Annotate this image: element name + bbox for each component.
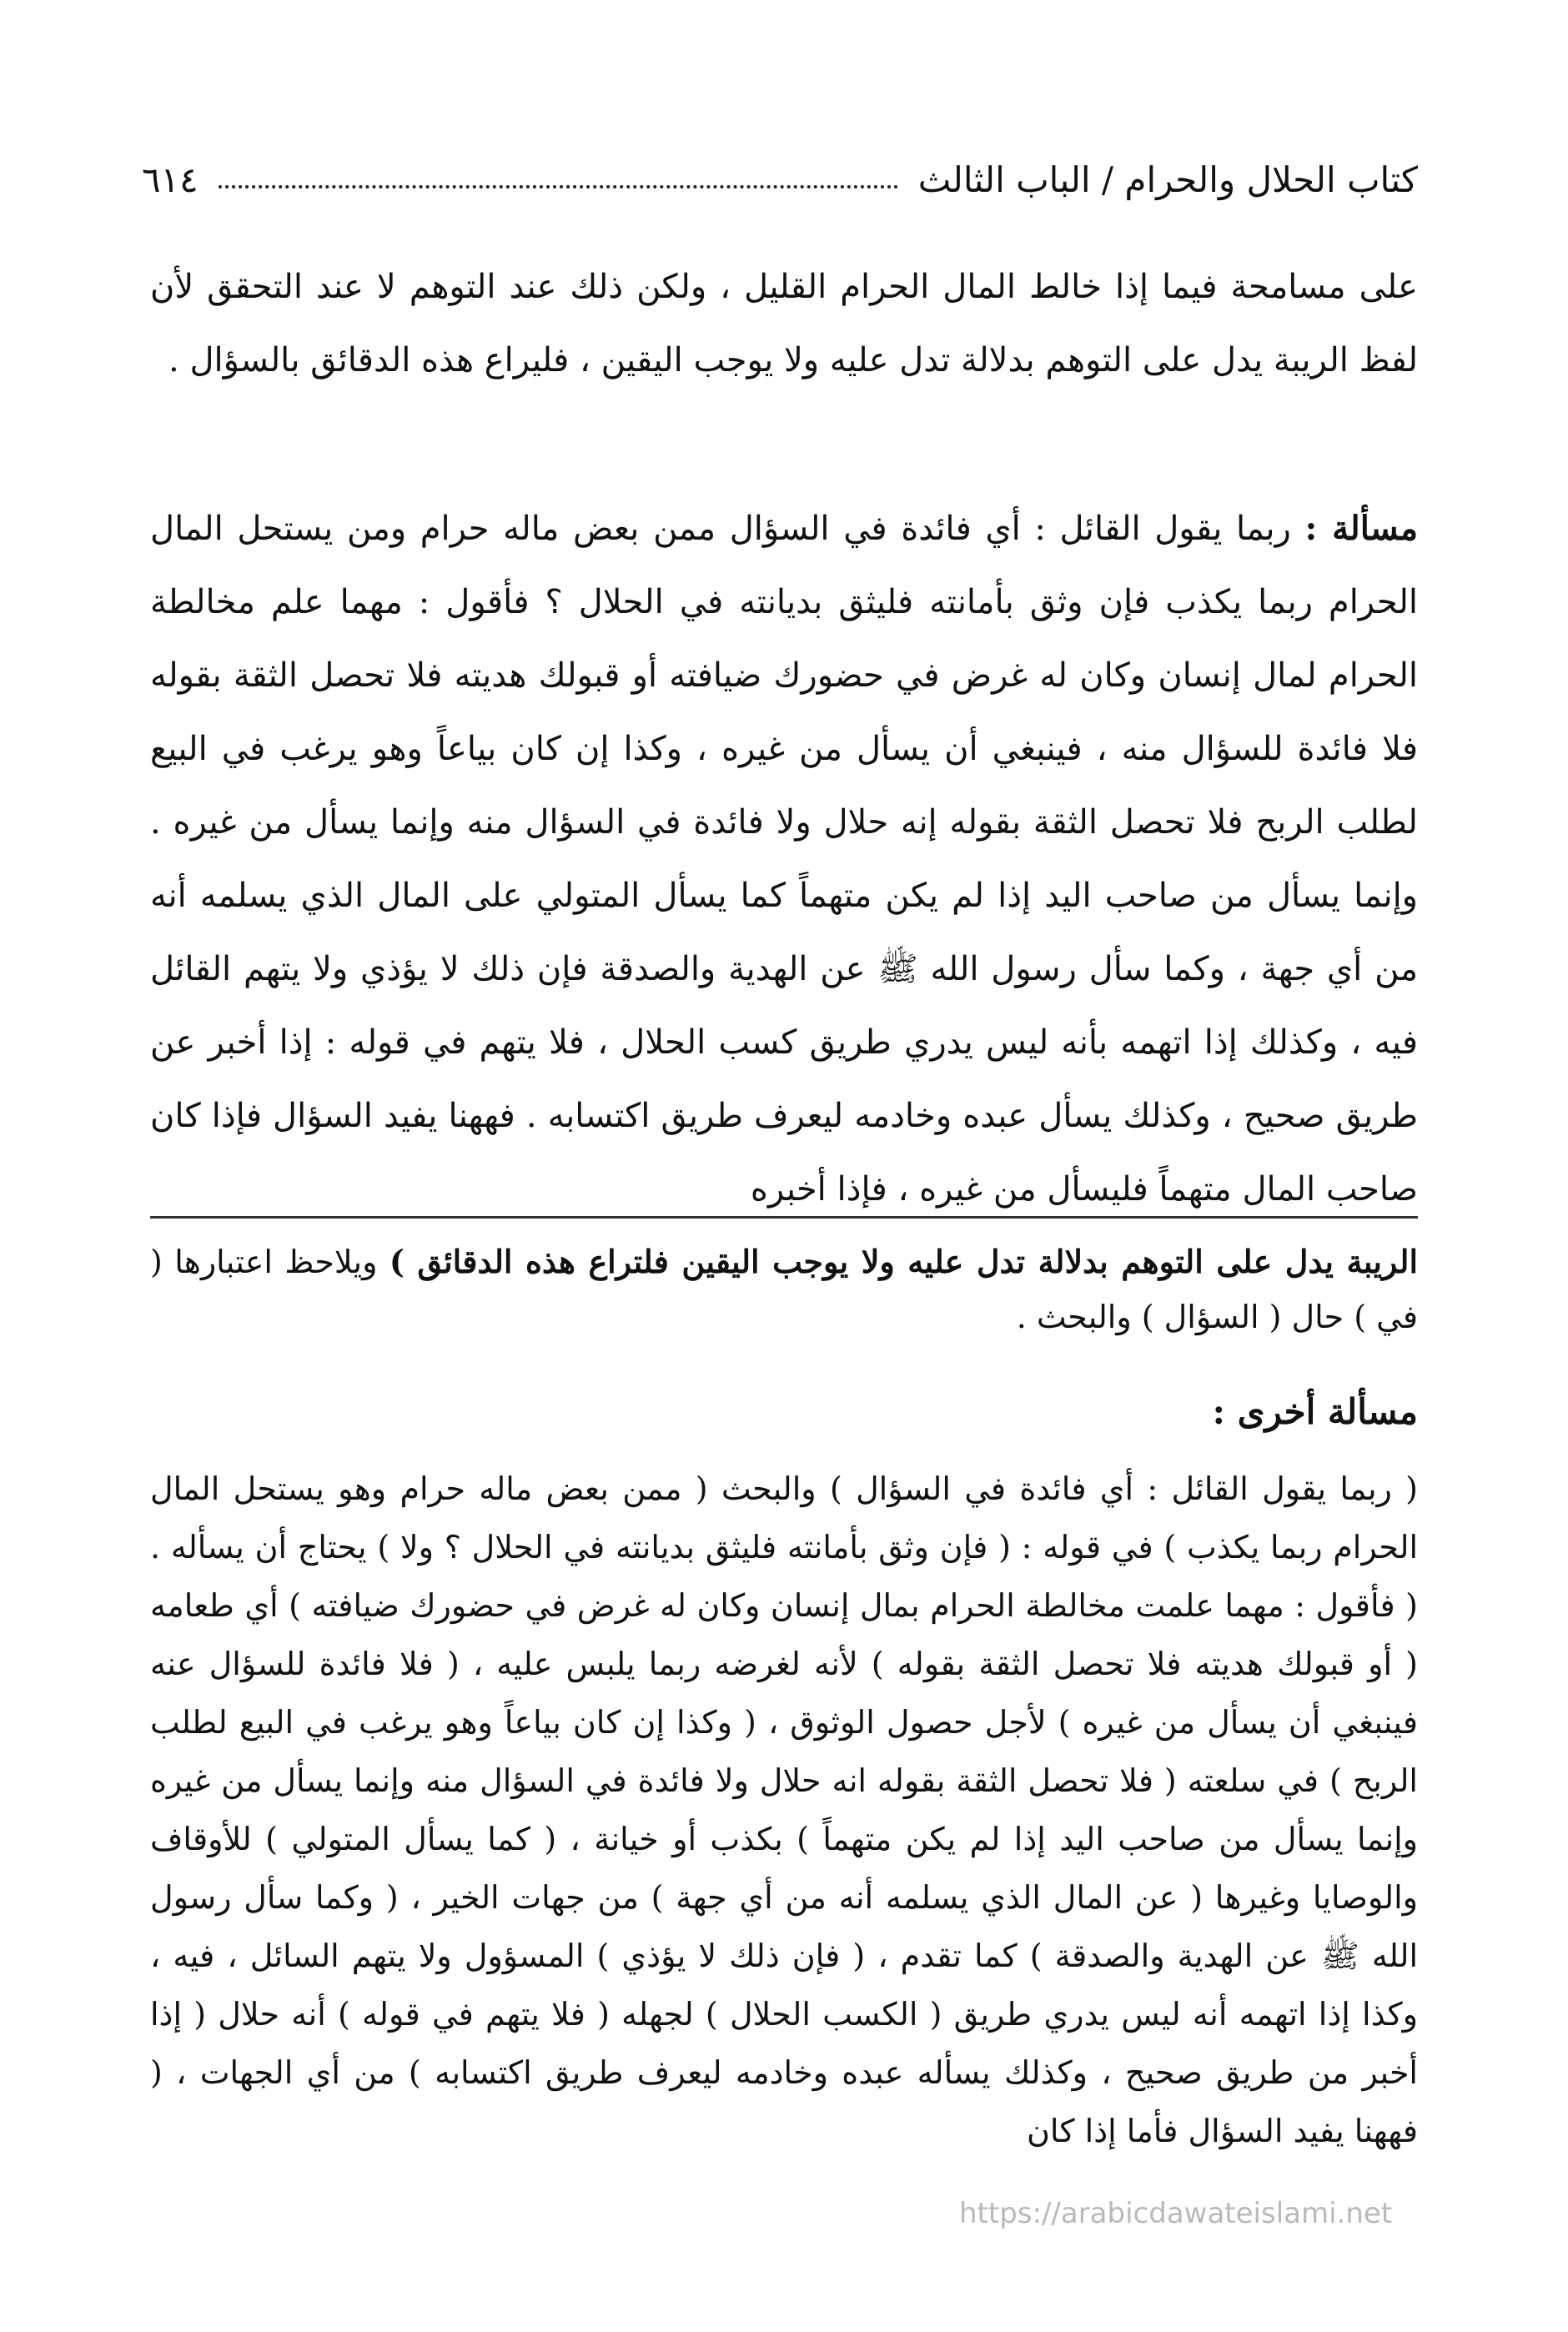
page-number: ٦١٤ [142,159,199,200]
commentary-block-2 [150,1460,1418,2160]
commentary-1-rest: ويلاحظ اعتبارها ( في ) حال ( السؤال ) والبحث . [150,1244,1418,1335]
commentary-1-container [150,1234,1418,1344]
commentary-heading: مسألة أخرى : [1212,1391,1418,1432]
commentary-block-1 [150,1234,1418,1344]
footnote-divider [150,1216,1418,1219]
paragraph-2-container [150,492,1418,1226]
commentary-2: ( ربما يقول القائل : أي فائدة في السؤال ) والبحث ( ممن بعض ماله حرام وهو يستحل المال الحرام ربما يكذب ) في قوله : ( فإن وثق بأمانته فليثق بديانته في الحلال ؟ ولا ) يحتاج أن يسأله . ( فأقول : مهما علمت مخالطة الحرام بمال إنسان وكان له غرض في حضورك ضيافته ) أي طعامه ( أو قبولك هديته فلا تحصل الثقة بقوله ) لأنه لغرضه ربما يلبس عليه ، ( فلا فائدة للسؤال عنه فينبغي أن يسأل من غيره ) لأجل حصول الوثوق ، ( وكذا إن كان بياعاً وهو يرغب في البيع لطلب الربح ) في سلعته ( فلا تحصل الثقة بقوله انه حلال ولا فائدة في السؤال منه وإنما يسأل من غيره وإنما يسأل من صاحب اليد إذا لم يكن متهماً ) بكذب أو خيانة ، ( كما يسأل المتولي ) للأوقاف والوصايا وغيرها ( عن المال الذي يسلمه أنه من أي جهة ) من جهات الخير ، ( وكما سأل رسول الله ﷺ عن الهدية والصدقة ) كما تقدم ، ( فإن ذلك لا يؤذي ) المسؤول ولا يتهم السائل ، فيه ، وكذا إذا اتهمه أنه ليس يدري طريق ( الكسب الحلال ) لجهله ( فلا يتهم في قوله ) أنه حلال ( إذا أخبر من طريق صحيح ، وكذلك يسأله عبده وخادمه ليعرف طريق اكتسابه ) من أي الجهات ، ( فههنا يفيد السؤال فأما إذا كان [150,1470,1418,2149]
running-title: كتاب الحلال والحرام / الباب الثالث [917,159,1418,200]
commentary-1-bold: الريبة يدل على التوهم بدلالة تدل عليه ولا يوجب اليقين فلتراع هذه الدقائق ) [389,1243,1418,1280]
paragraph-1: على مسامحة فيما إذا خالط المال الحرام القليل ، ولكن ذلك عند التوهم لا عند التحقق لأن لفظ الريبة يدل على التوهم بدلالة تدل عليه ولا يوجب اليقين ، فليراع هذه الدقائق بالسؤال . [150,268,1418,379]
page-header [142,125,1418,200]
paragraph-2: ربما يقول القائل : أي فائدة في السؤال ممن بعض ماله حرام ومن يستحل المال الحرام ربما يكذب فإن وثق بأمانته فليثق بديانته في الحلال ؟ فأقول : مهما علم مخالطة الحرام لمال إنسان وكان له غرض في حضورك ضيافته أو قبولك هديته فلا تحصل الثقة بقوله فلا فائدة للسؤال منه ، فينبغي أن يسأل من غيره ، وكذا إن كان بياعاً وهو يرغب في البيع لطلب الربح فلا تحصل الثقة بقوله إنه حلال ولا فائدة في السؤال منه وإنما يسأل من غيره . وإنما يسأل من صاحب اليد إذا لم يكن متهماً كما يسأل المتولي على المال الذي يسلمه أنه من أي جهة ، وكما سأل رسول الله ﷺ عن الهدية والصدقة فإن ذلك لا يؤذي ولا يتهم القائل فيه ، وكذلك إذا اتهمه بأنه ليس يدري طريق كسب الحلال ، فلا يتهم في قوله : إذا أخبر عن طريق صحيح ، وكذلك يسأل عبده وخادمه ليعرف طريق اكتسابه . فههنا يفيد السؤال فإذا كان صاحب المال متهماً فليسأل من غيره ، فإذا أخبره [150,510,1419,1209]
dotted-leader [219,184,898,188]
watermark-url: https://arabicdawateislami.net [959,2197,1393,2230]
main-text-paragraph-1 [150,250,1418,397]
main-text-paragraph-2 [150,492,1418,1226]
issue-label: مسألة : [1304,509,1419,548]
